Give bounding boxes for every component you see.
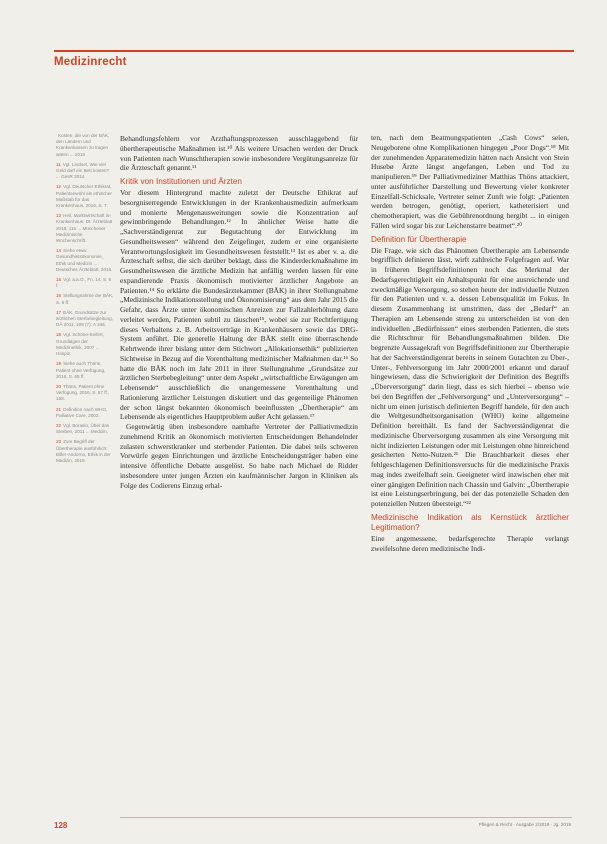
footnote [56,407,114,419]
footnote-number: 11 [56,161,61,167]
footnote-number: 16 [56,293,62,299]
footnote-text: Stellungnahme der BÄK, S. 6 ff. [56,293,114,305]
footnote [56,423,114,435]
footnote-number: 22 [56,422,62,428]
footnote-number: 14 [56,248,62,254]
footnote [56,310,114,329]
body-paragraph: Behandlungsfehlern vor Arzthaftungsprozessen ausschlaggebend für übertherapeutische Maßnahmen ist.¹⁰ Als weitere Ursachen werden der Druck von Patienten nach Wunschtherapien sowie insbesondere Vergütungsanreize für die Ärzteschaft genannt.¹¹ [120,134,358,173]
footnote-number: 12 [56,184,62,190]
footnote [56,439,114,464]
footnote-text: Vgl. Deutscher Ethikrat, Patientenwohl als ethischer Maßstab für das Krankenhaus, 2016, S. 7. [56,184,112,209]
body-column-right [371,133,569,553]
footnote-number: 23 [56,439,62,445]
footnote-number: 20 [56,383,62,389]
body-column-left [120,134,358,490]
footnote-text: Vgl. a.a.O., Fn. 14, S. 6 f. [56,277,112,289]
footnote-text: Kosten, die von der BÄK, den Ländern und Krankenkassen zu tragen wären ... 2016 [56,133,110,157]
section-heading: Medizinische Indikation als Kernstück ärztlicher Legitimation? [371,512,569,532]
page-number: 128 [54,821,68,830]
footnote-number: 13 [56,213,62,219]
footnote-text: Siehe etwa: Gesundheitsökonomie, Ethik und Medizin ... Deutsches Ärzteblatt, 2016. [56,248,113,272]
footer-journal: Pflegen & Recht · Ausgabe 2/2019 · Jg. 2019 [478,822,571,827]
body-paragraph: Gegenwärtig üben insbesondere namhafte Vertreter der Palliativmedizin zunehmend Kritik an ökonomisch motivierten Entscheidungen Behandelnder zulasten schwerstkranker und sterbender Patienten. Die dabei teils schweren Vorwürfe gegen Einrichtungen und ärztliche Entscheidungsträger haben eine intensive öffentliche Debatte ausgelöst. So habe nach Michael de Ridder insbesondere unter jungen Ärzten ein kaufmännischer Jargon in Kliniken als Folge des Codierens Einzug erhal- [120,422,358,490]
footnote-text: Thöns, Patient ohne Verfügung, 2016, S. 57 ff., 158. [56,383,110,402]
footnote-text: Heil, Marktwirtschaft im Krankenhaus, Dt. Ärzteblatt 2018; 115 ... Münchener Medizinische Wochenschrift. [56,213,113,244]
body-paragraph: Vor diesem Hintergrund machte zuletzt der Deutsche Ethikrat auf besorgniserregende Entwicklungen in der Krankenhausmedizin aufmerksam und monierte Mengenausweitungen sowie die Konzentration auf gewinnbringende Behandlungen.¹² In ähnlicher Weise hatte die „Sachverständigenrat zur Begutachtung der Entwicklung im Gesundheitswesen“ während den Zeigefinger, zudem er eine organisierte Verantwortungslosigkeit im Gesundheitswesen feststellt.¹³ Ist es aber v. a. die Ärzteschaft selbst, die sich darüber beklagt, dass die Kinderdeckmaßnahme im Gesundheitswesen die ärztliche Medizin hat anfällig werden lassen für eine expandierende Praxis ökonomisch motivierter ärztlicher Angebote an Patienten.¹⁴ So erklärte die Bundesärztekammer (BÄK) in ihrer Stellungnahme „Medizinische Indikationsstellung und Ökonomisierung“ aus dem Jahr 2015 die Gefahr, dass Ärzte unter ökonomischen Anreizen zur Fallzahlerhöhung dazu verleitet werden, Patienten subtil zu täuschen¹⁵, wobei sie zur Rechtfertigung dieses Verhaltens z. B. Arbeitsverträge in Krankenhäusern sowie das DRG-System anführt. Die generelle Haltung der BÄK stellt eine überraschende Kehrtwende ihrer bislang unter dem Stichwort „Allokationsethik“ publizierten Sichtweise in Bezug auf die Vorenthaltung medizinischer Maßnahmen dar.¹⁶ So hatte die BÄK noch im Jahr 2011 in ihrer Stellungnahme „Grundsätze zur ärztlichen Sterbebegleitung“ unter dem Aspekt „wirtschaftliche Erwägungen am Lebensende“ ausschließlich die unangemessene Vorenthaltung und Rationierung ärztlicher Leistungen diskutiert und das gegenteilige Phänomen der schon längst bekannten ökonomisch beeinflussten „Übertherapie“ am Lebensende als eigentliches Hauptproblem außer Acht gelassen.¹⁷ [120,188,358,422]
header-rule [54,50,574,52]
footnote [56,332,114,357]
footer-rule [120,817,572,818]
footnote [56,133,114,158]
footnote-number: 18 [56,332,62,338]
footnote-number: 21 [56,406,62,412]
footnote-text: Vgl. Borasio, Über das Sterben, 2011 ... Medizin. [56,422,110,435]
footnote-sidebar [56,133,114,468]
footnote [56,162,114,181]
footnote-text: BÄK, Grundsätze zur ärztlichen Sterbebegleitung, DÄ 2011; 108 (7): A 346. [56,309,113,328]
body-paragraph: ten, nach dem Beatmungspatienten „Cash Cows“ seien, Neugeborene ohne Komplikationen hingegen „Poor Dogs“.¹⁸ Mit der zunehmenden Apparatemedizin hätten nach Ansicht von Stein Husebø Ärzte längst angefangen, Leben und Tod zu manipulieren.¹⁹ Der Palliativmediziner Matthias Thöns attackiert, unter ausführlicher Darstellung und Bewertung vieler konkreter Einzelfall-Schicksale, Vertreter seiner Zunft wie folgt: „Patienten werden betrogen, genötigt, operiert, katheterisiert und chemotherapiert, was die Gebührenordnung hergibt ... in einigen Fällen wird sogar bis zur Leichenstarre beatmet“.²⁰ [371,133,569,230]
section-label: Medizinrecht [54,56,127,68]
footnote-text: Zum Begriff der Übertherapie ausführlich: Biller-Andorno, Ethik in der Medizin, 2019. [56,439,111,463]
section-heading: Definition für Übertherapie [371,234,467,244]
footnote-text: Vgl. Schöne-Seifert, Grundlagen der Medizinethik, 2007 ... Hospiz. [56,332,104,357]
footnote-text: Siehe auch Thöns, Patient ohne Verfügung, 2016, S. 65 ff. [56,361,106,379]
footnote-text: Vgl. Lindner, Wie viel Geld darf ein Bett kosten? ... GesR 2014 [56,161,110,180]
body-paragraph: Eine angemessene, bedarfsgerechte Therapie verlangt zweifelsohne deren medizinische Indi- [371,533,569,553]
footnote [56,213,114,244]
footnote-number: 19 [56,361,62,367]
footnote [56,184,114,209]
footnote [56,293,114,305]
footnote-number: 15 [56,277,62,283]
body-paragraph: Die Frage, wie sich das Phänomen Übertherapie am Lebensende begrifflich definieren lässt, wirft zahlreiche Folgefragen auf. War in früheren Begriffsdefinitionen noch das Merkmal der Bedarfsgerechtigkeit ein Anhaltspunkt für eine ausreichende und zweckmäßige Versorgung, so stehen heute der individuelle Nutzen für den Patienten und v. a. dessen Lebensqualität im Fokus. In diesem Zusammenhang ist umstritten, dass der „Bedarf“ an Therapien am Lebensende streng zu unterscheiden ist von den individuellen „Bedürfnissen“ eines sterbenden Patienten, die stets die Richtschnur für Behandlungsmaßnahmen bilden. Die begrenzte Aussagekraft von Begriffsdefinitionen zur Übertherapie hat der Sachverständigenrat bereits in seinem Gutachten zu Über-, Unter-, Fehlversorgung im Jahr 2000/2001 erkannt und darauf hingewiesen, dass die Schwierigkeit der Definition des Begriffs „Überversorgung“ darin liegt, dass es sich hierbei – ebenso wie bei den Begriffen der „Fehlversorgung“ und „Unterversorgung“ – nicht um einen juristisch definierten Begriff handele, für den auch die Weltgesundheitsorganisation (WHO) keine allgemeine Definition bereithält. Es fand der Sachverständigenrat die medizinische Überversorgung zusammen als eine Versorgung mit nicht indizierten Leistungen oder mit Leistungen ohne hinreichend gesicherten Netto-Nutzen.²¹ Die Brauchbarkeit dieses eher fehlgeschlagenen Definitionsversuchs für die medizinische Praxis mag indes zweifelhaft sein. Geeigneter wird inzwischen eher mit einer gängigen Definition nach Chassin und Galvin: „Übertherapie ist eine Leistungserbringung, bei der das potenzielle Schaden den potenziellen Nutzen übersteigt.“²² [371,245,569,508]
footnote [56,277,114,289]
footnote [56,248,114,273]
footnote [56,361,114,380]
footnote-number: 17 [56,309,62,315]
section-heading: Kritik von Institutionen und Ärzten [120,177,242,186]
footnote [56,384,114,403]
footnote-text: Definition nach WHO, Palliative Care, 2002. [56,406,108,418]
